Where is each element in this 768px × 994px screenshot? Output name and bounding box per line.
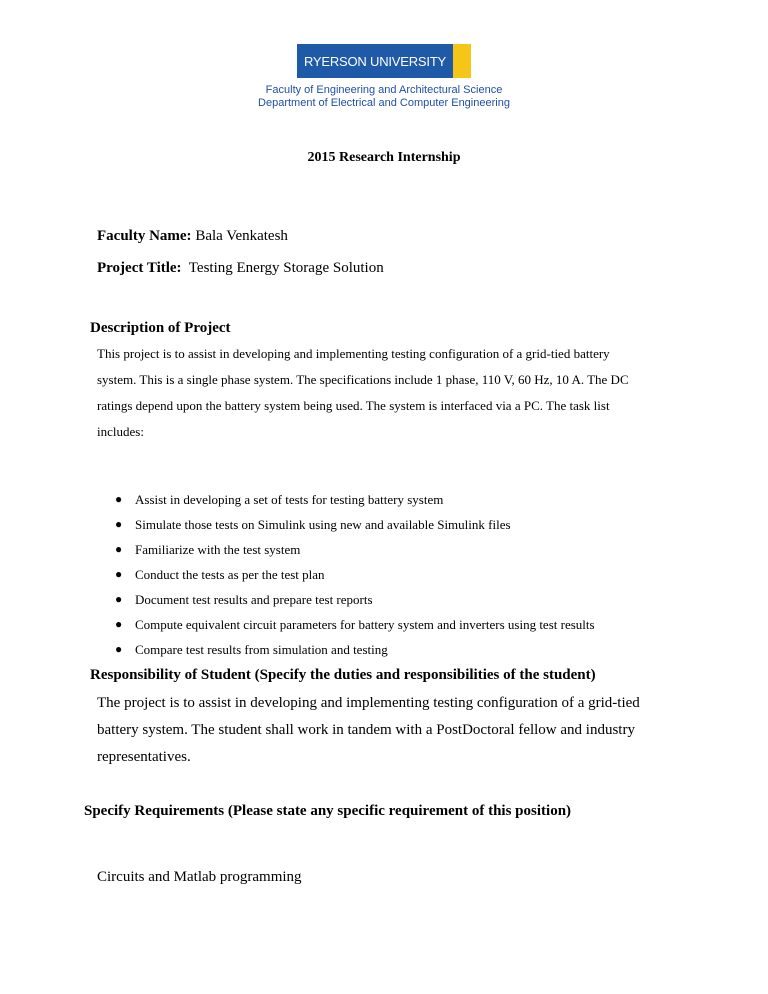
list-item [115,512,595,537]
list-item [115,537,595,562]
logo-accent-bar [453,44,471,78]
faculty-name-header: Faculty of Engineering and Architectural Science [265,84,503,96]
description-line: ratings depend upon the battery system being used. The system is interfaced via a PC. The task list [97,398,610,413]
project-title-value: Testing Energy Storage Solution [188,260,384,276]
responsibility-paragraph [97,690,697,771]
task-text: Conduct the tests as per the test plan [135,567,325,582]
bullet-icon: ● [115,567,123,581]
list-item [115,562,595,587]
logo-wordmark: RYERSON UNIVERSITY [297,44,453,78]
list-item [115,637,595,662]
department-name-header: Department of Electrical and Computer Engineering [258,97,510,109]
description-paragraph [97,341,697,445]
responsibility-line: The project is to assist in developing and implementing testing configuration of a grid-tied [97,695,640,711]
faculty-name-field [97,228,288,245]
description-line: includes: [97,424,144,439]
responsibility-heading: Responsibility of Student (Specify the duties and responsibilities of the student) [90,667,596,683]
responsibility-line: battery system. The student shall work in tandem with a PostDoctoral fellow and industry [97,722,635,738]
bullet-icon: ● [115,617,123,631]
bullet-icon: ● [115,642,123,656]
bullet-icon: ● [115,592,123,606]
faculty-name-label: Faculty Name: [97,228,192,244]
project-title-field [97,260,384,277]
document-title: 2015 Research Internship [307,150,461,165]
responsibility-line: representatives. [97,749,191,765]
list-item [115,487,595,512]
requirements-text: Circuits and Matlab programming [97,869,302,885]
list-item [115,587,595,612]
description-heading: Description of Project [90,320,231,336]
university-logo [297,44,471,78]
task-text: Familiarize with the test system [135,542,301,557]
task-list [115,487,595,662]
faculty-name-value: Bala Venkatesh [195,228,288,244]
description-line: system. This is a single phase system. The specifications include 1 phase, 110 V, 60 Hz, 10 A. The DC [97,372,629,387]
task-text: Compare test results from simulation and testing [135,642,388,657]
project-title-label: Project Title: [97,260,182,276]
requirements-heading: Specify Requirements (Please state any specific requirement of this position) [84,803,572,819]
task-text: Simulate those tests on Simulink using new and available Simulink files [135,517,511,532]
task-text: Document test results and prepare test reports [135,592,373,607]
bullet-icon: ● [115,517,123,531]
list-item [115,612,595,637]
bullet-icon: ● [115,542,123,556]
task-text: Assist in developing a set of tests for testing battery system [135,492,444,507]
task-text: Compute equivalent circuit parameters for battery system and inverters using test results [135,617,595,632]
bullet-icon: ● [115,492,123,506]
description-line: This project is to assist in developing and implementing testing configuration of a grid-tied battery [97,346,610,361]
